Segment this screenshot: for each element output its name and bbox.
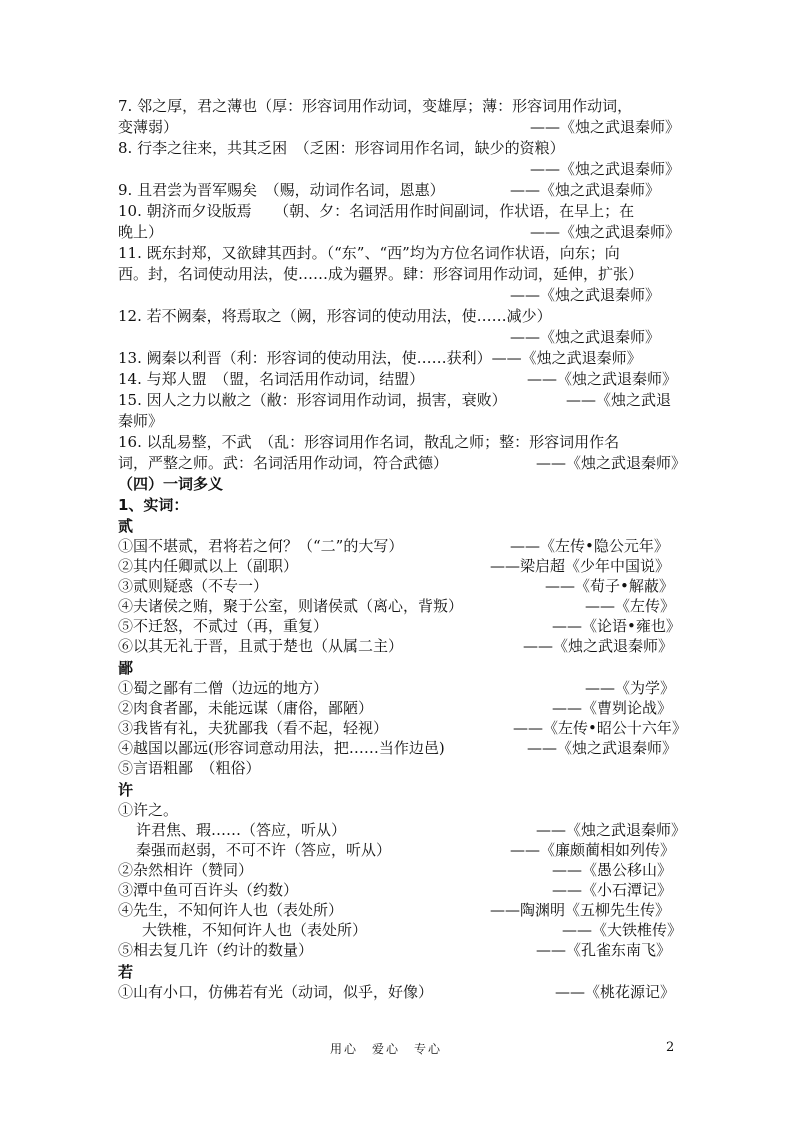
word-heading: 若 bbox=[118, 963, 134, 981]
source-citation: ——《烛之武退秦师》 bbox=[510, 328, 661, 346]
text-line: 16. 以乱易整，不武 （乱：形容词用作名词，散乱之师；整：形容词用作名 bbox=[118, 433, 620, 451]
word-heading: 许 bbox=[118, 781, 134, 799]
source-citation: ——《烛之武退秦师》 bbox=[530, 160, 681, 178]
example-line: ⑤不迁怒，不贰过（再，重复） bbox=[118, 617, 329, 635]
source-citation: ——《左传•昭公十六年》 bbox=[513, 719, 687, 737]
example-line: ③潭中鱼可百许头（约数） bbox=[118, 881, 299, 899]
example-line: ④夫诸侯之贿，聚于公室，则诸侯贰（离心，背叛） bbox=[118, 597, 464, 615]
source-citation: ——《愚公移山》 bbox=[552, 861, 673, 879]
example-line: ②杂然相许（赞同） bbox=[118, 861, 254, 879]
source-citation: ——《荀子•解蔽》 bbox=[545, 577, 674, 595]
source-citation: ——《小石潭记》 bbox=[552, 881, 673, 899]
example-line: ⑥以其无礼于晋，且贰于楚也（从属二主） bbox=[118, 637, 404, 655]
example-line: ④越国以鄙远(形容词意动用法，把……当作边邑) bbox=[118, 739, 445, 757]
source-citation: ——《左传•隐公元年》 bbox=[510, 537, 669, 555]
source-citation: ——《烛之武退秦师》 bbox=[536, 454, 687, 472]
word-heading: 贰 bbox=[118, 517, 134, 535]
text-line: 西。封，名词使动用法，使……成为疆界。肆：形容词用作动词，延伸，扩张） bbox=[118, 265, 644, 283]
text-line: 10. 朝济而夕设版焉 （朝、夕：名词活用作时间副词，作状语，在早上；在 bbox=[118, 202, 635, 220]
text-line: 14. 与郑人盟 （盟，名词活用作动词，结盟） bbox=[118, 370, 425, 388]
source-citation: ——《论语•雍也》 bbox=[552, 617, 681, 635]
text-line: 12. 若不阙秦，将焉取之（阙，形容词的使动用法，使……减少） bbox=[118, 307, 552, 325]
example-line: 大铁椎，不知何许人也（表处所） bbox=[142, 921, 368, 939]
text-line: 9. 且君尝为晋军赐矣 （赐，动词作名词，恩惠） bbox=[118, 181, 445, 199]
text-line: 15. 因人之力以敝之（敝：形容词用作动词，损害，衰败） bbox=[118, 391, 507, 409]
example-line: ④先生，不知何许人也（表处所） bbox=[118, 901, 344, 919]
example-line: 许君焦、瑕……（答应，听从） bbox=[136, 821, 347, 839]
text-line: 7. 邻之厚，君之薄也（厚：形容词用作动词，变雄厚；薄：形容词用作动词， bbox=[118, 97, 633, 115]
source-citation: ——《曹刿论战》 bbox=[552, 699, 673, 717]
source-citation: ——《孔雀东南飞》 bbox=[536, 941, 672, 959]
example-line: ①国不堪贰，君将若之何？（“二”的大写） bbox=[118, 537, 404, 555]
text-line: 变薄弱） bbox=[118, 118, 179, 136]
source-citation: ——《烛之武退秦师》 bbox=[510, 181, 661, 199]
source-citation: ——《大铁椎传》 bbox=[562, 921, 683, 939]
source-citation: ——陶渊明《五柳先生传》 bbox=[490, 901, 671, 919]
example-line: ①山有小口，仿佛若有光（动词，似乎，好像） bbox=[118, 983, 434, 1001]
footer-motto: 用心 爱心 专心 bbox=[330, 1042, 443, 1056]
source-citation: ——《烛之武退秦师》 bbox=[527, 739, 678, 757]
source-citation: ——《烛之武退 bbox=[566, 391, 672, 409]
text-line: 13. 阙秦以利晋（利：形容词的使动用法，使……获利）——《烛之武退秦师》 bbox=[118, 349, 642, 367]
text-line: 11. 既东封郑，又欲肆其西封。（“东”、“西”均为方位名词作状语，向东；向 bbox=[118, 244, 620, 262]
text-line: 8. 行李之往来，共其乏困 （乏困：形容词用作名词，缺少的资粮） bbox=[118, 139, 565, 157]
example-line: ②肉食者鄙，未能远谋（庸俗，鄙陋） bbox=[118, 699, 374, 717]
source-citation: ——《烛之武退秦师》 bbox=[536, 821, 687, 839]
source-citation: ——《左传》 bbox=[585, 597, 676, 615]
example-line: ⑤言语粗鄙 （粗俗） bbox=[118, 759, 261, 777]
example-line: ②其内任卿贰以上（副职） bbox=[118, 557, 299, 575]
source-citation: ——《廉颇蔺相如列传》 bbox=[510, 841, 676, 859]
source-citation: ——梁启超《少年中国说》 bbox=[490, 557, 671, 575]
source-citation: ——《烛之武退秦师》 bbox=[527, 370, 678, 388]
example-line: ⑤相去复几许（约计的数量） bbox=[118, 941, 314, 959]
example-line: 秦强而赵弱，不可不许（答应，听从） bbox=[136, 841, 392, 859]
source-citation: ——《烛之武退秦师》 bbox=[523, 637, 674, 655]
section-heading: （四）一词多义 bbox=[118, 475, 224, 493]
source-citation: ——《桃花源记》 bbox=[555, 983, 676, 1001]
source-citation: ——《烛之武退秦师》 bbox=[530, 223, 681, 241]
page-number: 2 bbox=[666, 1040, 675, 1055]
source-citation: ——《烛之武退秦师》 bbox=[530, 118, 681, 136]
word-heading: 鄙 bbox=[118, 659, 134, 677]
example-line: ③贰则疑惑（不专一） bbox=[118, 577, 269, 595]
example-line: ①许之。 bbox=[118, 801, 179, 819]
text-line: 晚上） bbox=[118, 223, 164, 241]
example-line: ①蜀之鄙有二僧（边远的地方） bbox=[118, 679, 329, 697]
text-line: 词，严整之师。武：名词活用作动词，符合武德） bbox=[118, 454, 449, 472]
text-line: 秦师》 bbox=[118, 412, 164, 430]
subsection-heading: 1、实词： bbox=[118, 496, 189, 514]
example-line: ③我皆有礼，夫犹鄙我（看不起，轻视） bbox=[118, 719, 389, 737]
source-citation: ——《烛之武退秦师》 bbox=[510, 286, 661, 304]
source-citation: ——《为学》 bbox=[585, 679, 676, 697]
